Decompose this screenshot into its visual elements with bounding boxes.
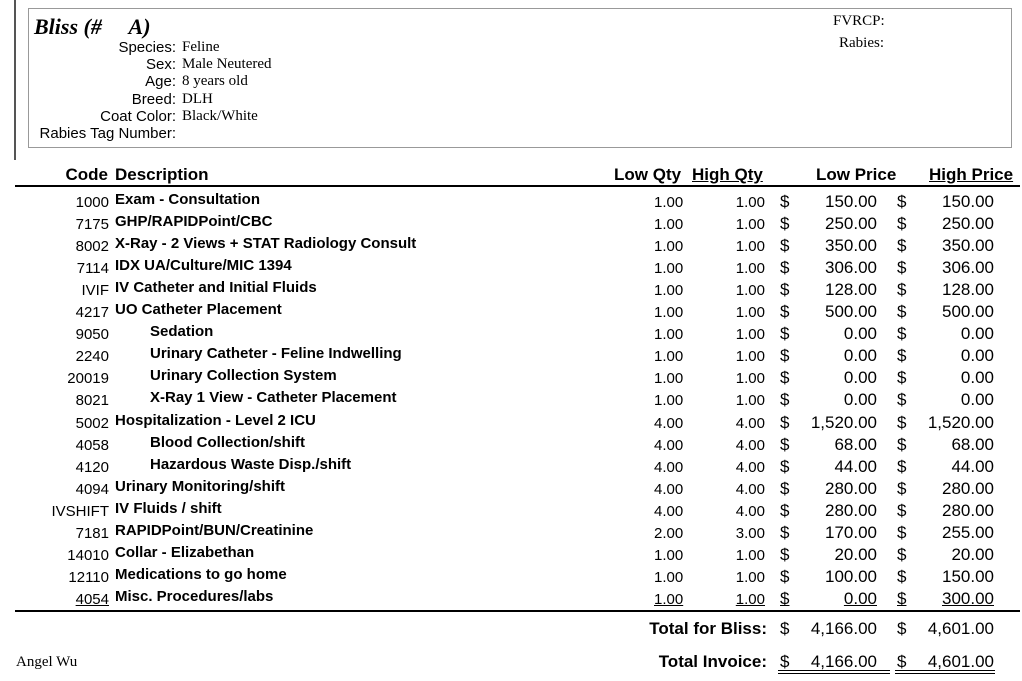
line-item-code: 4217 (75, 304, 109, 322)
line-item-low-price: 500.00 (825, 302, 877, 322)
line-item-row (0, 279, 1022, 301)
line-item-code: 8021 (75, 392, 109, 410)
line-item-row (0, 323, 1022, 345)
patient-field (29, 108, 1013, 126)
line-item-high-qty: 1.00 (735, 370, 765, 388)
line-item-high-price: 280.00 (942, 478, 994, 498)
line-item-dollar-low: $ (780, 236, 790, 256)
line-item-row (0, 566, 1022, 588)
line-item-low-qty: 1.00 (654, 590, 684, 608)
line-item-dollar-high: $ (897, 588, 907, 608)
line-item-high-price: 280.00 (942, 500, 994, 520)
line-item-low-price: 170.00 (825, 522, 877, 542)
vaccine-fvrcp: FVRCP: (833, 13, 885, 29)
line-item-code: 4058 (75, 436, 109, 454)
line-item-dollar-low: $ (780, 412, 790, 432)
line-item-low-qty: 1.00 (654, 304, 684, 322)
line-item-code: IVIF (81, 282, 109, 300)
line-item-high-price: 128.00 (942, 280, 994, 300)
patient-field-value: 8 years old (182, 73, 248, 89)
line-item-description: Hazardous Waste Disp./shift (150, 455, 352, 473)
patient-field-label: Coat Color: (100, 108, 176, 125)
line-item-high-qty: 1.00 (735, 326, 765, 344)
line-item-low-qty: 1.00 (654, 238, 684, 256)
patient-field (29, 91, 1013, 109)
line-item-dollar-low: $ (780, 346, 790, 366)
vaccine-rabies: Rabies: (839, 35, 884, 51)
line-item-low-price: 280.00 (825, 478, 877, 498)
line-item-description: Sedation (150, 323, 214, 341)
line-item-row (0, 389, 1022, 411)
line-item-dollar-high: $ (897, 324, 907, 344)
line-item-high-price: 500.00 (942, 302, 994, 322)
line-item-low-price: 100.00 (825, 566, 877, 586)
line-item-high-price: 0.00 (960, 368, 994, 388)
line-item-dollar-low: $ (780, 566, 790, 586)
total-invoice-low: 4,166.00 (810, 652, 877, 671)
line-item-description: Medications to go home (115, 565, 287, 583)
line-item-dollar-high: $ (897, 390, 907, 410)
line-item-code: 14010 (67, 546, 109, 564)
line-item-high-price: 0.00 (960, 390, 994, 410)
line-item-high-price: 1,520.00 (927, 412, 994, 432)
line-item-high-qty: 1.00 (735, 282, 765, 300)
line-item-dollar-high: $ (897, 522, 907, 542)
line-item-row (0, 456, 1022, 478)
patient-field-value: DLH (182, 91, 213, 107)
line-item-dollar-low: $ (780, 500, 790, 520)
line-item-low-price: 280.00 (825, 500, 877, 520)
header-rule (15, 185, 1020, 187)
line-item-dollar-low: $ (780, 522, 790, 542)
line-item-code: 8002 (75, 238, 109, 256)
line-item-row (0, 588, 1022, 610)
patient-field-value: Black/White (182, 108, 258, 124)
footer-rule (15, 610, 1020, 612)
line-item-description: Exam - Consultation (115, 191, 261, 208)
line-item-high-qty: 1.00 (735, 568, 765, 586)
line-item-dollar-high: $ (897, 346, 907, 366)
line-item-dollar-high: $ (897, 456, 907, 476)
line-item-dollar-high: $ (897, 368, 907, 388)
line-item-description: UO Catheter Placement (115, 301, 282, 319)
line-item-low-qty: 4.00 (654, 502, 684, 520)
line-item-code: 5002 (75, 414, 109, 432)
line-item-low-qty: 4.00 (654, 436, 684, 454)
patient-field (29, 73, 1013, 91)
line-item-code: 4054 (75, 590, 109, 608)
line-item-description: Urinary Collection System (150, 367, 337, 385)
total-pet-dollar-high: $ (897, 619, 907, 638)
patient-info-box (28, 8, 1012, 148)
line-item-high-qty: 1.00 (735, 260, 765, 278)
line-item-high-qty: 1.00 (735, 216, 765, 234)
line-item-dollar-high: $ (897, 258, 907, 278)
line-item-low-qty: 4.00 (654, 480, 684, 498)
patient-field (29, 125, 1013, 143)
line-item-low-qty: 1.00 (654, 282, 684, 300)
line-item-description: IDX UA/Culture/MIC 1394 (115, 257, 292, 275)
line-item-high-qty: 3.00 (735, 524, 765, 542)
patient-field-label: Rabies Tag Number: (39, 125, 176, 142)
line-item-dollar-low: $ (780, 434, 790, 454)
line-item-low-price: 0.00 (843, 324, 877, 344)
line-item-high-price: 300.00 (942, 588, 994, 608)
line-item-low-price: 150.00 (825, 192, 877, 211)
line-item-row (0, 412, 1022, 434)
total-invoice-dollar-low: $ (780, 652, 790, 671)
patient-field-label: Breed: (131, 91, 176, 108)
line-item-dollar-low: $ (780, 456, 790, 476)
line-item-code: 2240 (75, 348, 109, 366)
line-item-dollar-low: $ (780, 324, 790, 344)
line-item-dollar-high: $ (897, 214, 907, 234)
line-item-low-price: 68.00 (834, 434, 877, 454)
line-item-description: GHP/RAPIDPoint/CBC (115, 213, 273, 231)
author-name: Angel Wu (16, 654, 78, 670)
line-item-code: 7114 (76, 260, 109, 278)
line-item-high-qty: 1.00 (735, 590, 765, 608)
line-item-low-price: 0.00 (843, 346, 877, 366)
line-item-description: Collar - Elizabethan (115, 543, 255, 561)
line-item-row (0, 257, 1022, 279)
total-invoice-label: Total Invoice: (658, 652, 767, 671)
total-invoice-high: 4,601.00 (927, 652, 994, 671)
line-item-low-qty: 1.00 (654, 326, 684, 344)
line-item-description: X-Ray 1 View - Catheter Placement (150, 389, 397, 407)
line-item-high-price: 0.00 (960, 324, 994, 344)
line-item-high-qty: 4.00 (735, 414, 765, 432)
line-item-low-qty: 4.00 (654, 414, 684, 432)
line-item-dollar-low: $ (780, 192, 790, 211)
line-item-description: X-Ray - 2 Views + STAT Radiology Consult (115, 235, 417, 253)
line-item-dollar-low: $ (780, 588, 790, 608)
line-item-code: 1000 (75, 194, 109, 211)
line-item-dollar-high: $ (897, 412, 907, 432)
line-item-code: 7175 (75, 216, 109, 234)
total-pet-high: 4,601.00 (927, 619, 994, 638)
line-item-high-price: 306.00 (942, 258, 994, 278)
total-pet-label: Total for Bliss: (649, 619, 767, 638)
line-item-dollar-low: $ (780, 478, 790, 498)
line-item-dollar-low: $ (780, 258, 790, 278)
patient-field-value: Male Neutered (182, 56, 272, 72)
total-pet-dollar-low: $ (780, 619, 790, 638)
line-item-low-qty: 2.00 (654, 524, 684, 542)
line-item-code: 7181 (75, 524, 109, 542)
line-item-code: IVSHIFT (51, 502, 109, 520)
line-item-code: 12110 (68, 568, 109, 586)
line-item-dollar-high: $ (897, 192, 907, 211)
line-item-row (0, 478, 1022, 500)
line-item-low-price: 0.00 (843, 368, 877, 388)
line-item-high-price: 350.00 (942, 236, 994, 256)
total-invoice-dollar-high: $ (897, 652, 907, 671)
line-item-high-price: 255.00 (942, 522, 994, 542)
column-header-high-price: High Price (929, 165, 1014, 184)
line-item-low-qty: 1.00 (654, 194, 684, 211)
line-item-description: Blood Collection/shift (150, 433, 305, 451)
line-item-high-price: 44.00 (951, 456, 994, 476)
line-item-description: IV Catheter and Initial Fluids (115, 279, 317, 297)
line-item-low-qty: 1.00 (654, 370, 684, 388)
line-item-row (0, 544, 1022, 566)
line-item-row (0, 301, 1022, 323)
patient-field-label: Sex: (145, 56, 176, 73)
line-item-row (0, 500, 1022, 522)
line-item-high-qty: 4.00 (735, 480, 765, 498)
line-item-low-qty: 1.00 (654, 216, 684, 234)
line-item-high-price: 150.00 (942, 566, 994, 586)
line-item-dollar-low: $ (780, 214, 790, 234)
line-item-high-qty: 1.00 (735, 304, 765, 322)
line-item-low-price: 20.00 (834, 544, 877, 564)
line-item-low-price: 44.00 (834, 456, 877, 476)
patient-field-label: Age: (145, 73, 176, 90)
line-item-high-price: 250.00 (942, 214, 994, 234)
line-item-dollar-high: $ (897, 500, 907, 520)
line-item-low-price: 350.00 (825, 236, 877, 256)
line-item-dollar-high: $ (897, 280, 907, 300)
line-item-dollar-low: $ (780, 544, 790, 564)
line-item-description: RAPIDPoint/BUN/Creatinine (115, 521, 314, 539)
line-item-low-qty: 1.00 (654, 568, 684, 586)
line-item-row (0, 522, 1022, 544)
line-item-dollar-high: $ (897, 478, 907, 498)
line-item-description: Hospitalization - Level 2 ICU (115, 411, 316, 429)
line-item-high-price: 150.00 (942, 192, 994, 211)
line-item-code: 20019 (67, 370, 109, 388)
total-invoice-low-double-underline (778, 670, 890, 674)
line-item-low-price: 128.00 (825, 280, 877, 300)
line-item-high-qty: 1.00 (735, 392, 765, 410)
line-item-high-qty: 4.00 (735, 436, 765, 454)
line-item-low-price: 0.00 (843, 390, 877, 410)
patient-field-label: Species: (118, 39, 176, 56)
line-item-dollar-low: $ (780, 280, 790, 300)
line-item-dollar-low: $ (780, 390, 790, 410)
line-item-low-price: 0.00 (843, 588, 877, 608)
line-item-row (0, 213, 1022, 235)
column-header-low-qty: Low Qty (614, 165, 682, 184)
line-item-dollar-high: $ (897, 302, 907, 322)
total-pet-low: 4,166.00 (810, 619, 877, 638)
line-item-dollar-low: $ (780, 368, 790, 388)
column-header-high-qty: High Qty (692, 165, 763, 184)
patient-field (29, 56, 1013, 74)
line-item-row (0, 345, 1022, 367)
line-item-description: Misc. Procedures/labs (115, 587, 274, 605)
line-item-high-price: 68.00 (951, 434, 994, 454)
line-item-high-qty: 1.00 (735, 348, 765, 366)
line-item-high-price: 20.00 (951, 544, 994, 564)
line-item-low-price: 250.00 (825, 214, 877, 234)
line-item-low-qty: 1.00 (654, 260, 684, 278)
line-item-dollar-high: $ (897, 544, 907, 564)
line-item-low-price: 306.00 (825, 258, 877, 278)
line-item-low-qty: 1.00 (654, 348, 684, 366)
line-item-row (0, 434, 1022, 456)
line-item-row (0, 191, 1022, 213)
line-item-dollar-high: $ (897, 236, 907, 256)
line-item-high-qty: 4.00 (735, 458, 765, 476)
line-item-high-qty: 1.00 (735, 546, 765, 564)
patient-field-value: Feline (182, 39, 220, 55)
patient-name: Bliss (# A) (34, 14, 151, 39)
line-item-description: Urinary Catheter - Feline Indwelling (150, 345, 402, 363)
line-item-high-qty: 1.00 (735, 238, 765, 256)
line-item-dollar-low: $ (780, 302, 790, 322)
line-item-row (0, 367, 1022, 389)
column-header-low-price: Low Price (816, 165, 897, 184)
line-item-code: 4094 (75, 480, 109, 498)
line-item-dollar-high: $ (897, 566, 907, 586)
line-item-code: 4120 (75, 458, 109, 476)
column-header-description: Description (115, 165, 209, 184)
line-item-high-qty: 4.00 (735, 502, 765, 520)
line-item-low-price: 1,520.00 (810, 412, 877, 432)
total-invoice-high-double-underline (895, 670, 995, 674)
line-item-row (0, 235, 1022, 257)
line-item-code: 9050 (75, 326, 109, 344)
line-item-description: Urinary Monitoring/shift (115, 477, 285, 495)
line-item-dollar-high: $ (897, 434, 907, 454)
line-item-high-price: 0.00 (960, 346, 994, 366)
line-item-high-qty: 1.00 (735, 194, 765, 211)
column-header-code: Code (65, 165, 108, 184)
line-item-low-qty: 1.00 (654, 546, 684, 564)
line-item-low-qty: 4.00 (654, 458, 684, 476)
line-item-low-qty: 1.00 (654, 392, 684, 410)
line-item-description: IV Fluids / shift (115, 499, 222, 517)
